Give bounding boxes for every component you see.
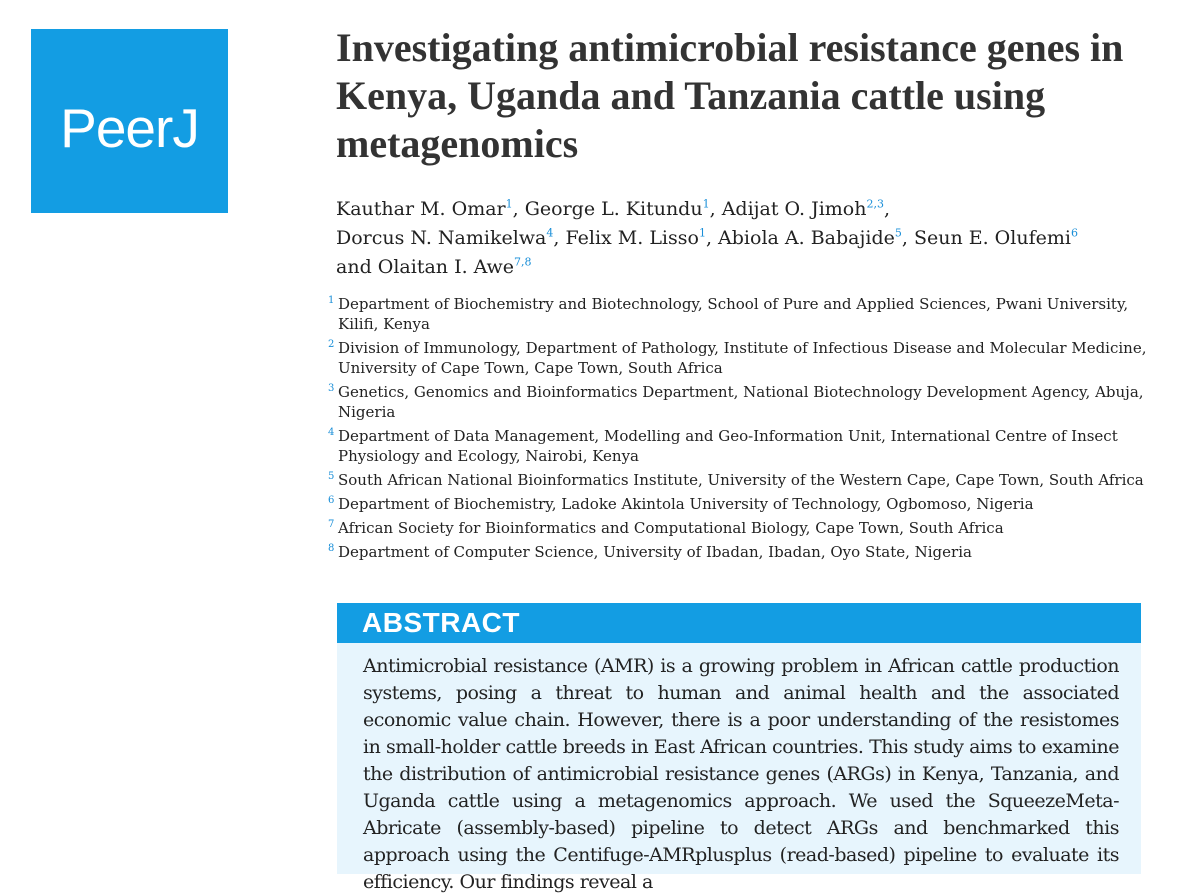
author-affiliation-marker: 1 [698,226,706,240]
author-name: Adijat O. Jimoh [721,198,867,220]
affiliation-text: African Society for Bioinformatics and Computational Biology, Cape Town, South Africa [338,519,1004,537]
affiliation-text: Division of Immunology, Department of Pathology, Institute of Infectious Disease and Molecular Medicine, University of Cape Town, Cape Town, South Africa [338,339,1147,377]
author-conjunction: and [336,256,378,278]
author [722,198,884,220]
author-name: Kauthar M. Omar [336,198,506,220]
peerj-logo [31,29,228,213]
author [565,227,705,249]
abstract-text: Antimicrobial resistance (AMR) is a growing problem in African cattle production systems, posing a threat to human and animal health and the associated economic value chain. However, there is a poor understanding of the resistomes in small-holder cattle breeds in East African countries. This study aims to examine the distribution of antimicrobial resistance genes (ARGs) in Kenya, Tanzania, and Uganda cattle using a metagenomics approach. We used the SqueezeMeta-Abricate (assembly-based) pipeline to detect ARGs and benchmarked this approach using the Centifuge-AMRplusplus (read-based) pipeline to evaluate its efficiency. Our findings reveal a [363,655,1119,893]
affiliation-text: Department of Biochemistry and Biotechnology, School of Pure and Applied Sciences, Pwani University, Kilifi, Kenya [338,295,1129,333]
author-name: Dorcus N. Namikelwa [336,227,547,249]
affiliation-item [328,470,1148,490]
affiliation-number: 3 [328,383,335,394]
affiliation-item [328,338,1148,378]
author-name: Felix M. Lisso [565,227,699,249]
affiliation-text: South African National Bioinformatics Institute, University of the Western Cape, Cape Town, South Africa [338,471,1144,489]
author-name: Seun E. Olufemi [913,227,1071,249]
affiliation-number: 4 [328,427,335,438]
author-affiliation-marker: 1 [702,197,710,211]
affiliation-number: 7 [328,519,335,530]
affiliation-number: 2 [328,339,335,350]
affiliation-number: 5 [328,471,335,482]
affiliation-item [328,294,1148,334]
author [525,198,710,220]
author-name: Olaitan I. Awe [377,256,515,278]
author-name: Abiola A. Babajide [718,227,895,249]
author-name: George L. Kitundu [524,198,703,220]
author [914,227,1078,249]
affiliation-list [328,294,1148,566]
affiliation-text: Department of Computer Science, University of Ibadan, Ibadan, Oyo State, Nigeria [338,543,972,561]
abstract-heading: ABSTRACT [362,607,520,638]
logo-text: PeerJ [60,97,199,159]
affiliation-number: 6 [328,495,335,506]
affiliation-item [328,426,1148,466]
author [718,227,902,249]
author [336,227,553,249]
author-affiliation-marker: 2,3 [866,197,884,211]
affiliation-text: Department of Biochemistry, Ladoke Akintola University of Technology, Ogbomoso, Nigeria [338,495,1034,513]
author-affiliation-marker: 4 [546,226,554,240]
affiliation-item [328,518,1148,538]
author-list: Kauthar M. Omar$^1$, George L. Kitundu$^1$, Adijat O. Jimoh$^{2,3}$, Dorcus N. Namikelwa$^4$, Felix M. Lisso$^1$, Abiola A. Babajide$^5$, Seun E. Olufemi$^6$ and Olaitan I. Awe$^{7,8}$ [336,197,1078,278]
author [336,198,513,220]
affiliation-text: Genetics, Genomics and Bioinformatics Department, National Biotechnology Development Agency, Abuja, Nigeria [338,383,1144,421]
abstract-body [337,643,1141,893]
paper-title: Investigating antimicrobial resistance genes in Kenya, Uganda and Tanzania cattle using metagenomics [336,25,1124,166]
affiliation-item [328,382,1148,422]
affiliation-number: 1 [328,295,335,306]
author-affiliation-marker: 5 [894,226,902,240]
author [378,256,532,278]
author-affiliation-marker: 6 [1070,226,1078,240]
author-affiliation-marker: 1 [505,197,513,211]
affiliation-text: Department of Data Management, Modelling and Geo-Information Unit, International Centre of Insect Physiology and Ecology, Nairobi, Kenya [338,427,1118,465]
author-affiliation-marker: 7,8 [514,255,532,269]
abstract-header [337,603,1141,643]
affiliation-item [328,542,1148,562]
affiliation-number: 8 [328,543,335,554]
affiliation-item [328,494,1148,514]
